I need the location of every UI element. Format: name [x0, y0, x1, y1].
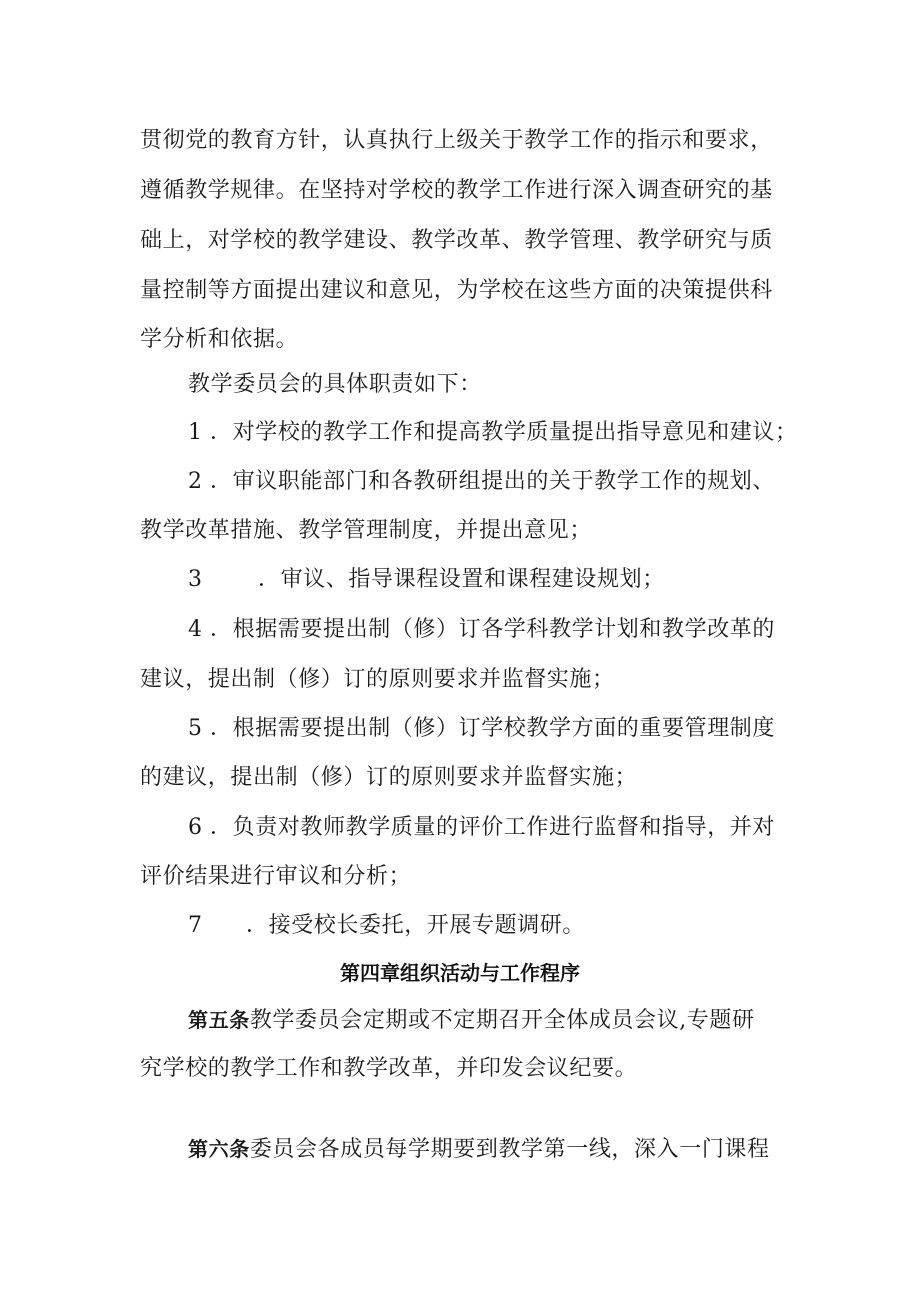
duty-text: ．根据需要提出制（修）订学校教学方面的重要管理制度: [210, 716, 776, 741]
article-continuation: 究学校的教学工作和教学改革，并印发会议纪要。: [140, 1056, 638, 1081]
duty-text: ．对学校的教学工作和提高教学质量提出指导意见和建议；: [210, 420, 798, 445]
duty-text: ．审议、指导课程设置和课程建设规划；: [258, 567, 665, 592]
duty-text: ．负责对教师教学质量的评价工作进行监督和指导，并对: [210, 815, 776, 840]
duty-text: ．接受校长委托，开展专题调研。: [246, 913, 586, 938]
duties-intro: 教学委员会的具体职责如下：: [188, 372, 482, 397]
paragraph-line: 贯彻党的教育方针，认真执行上级关于教学工作的指示和要求，: [140, 128, 773, 153]
duty-item-7: [188, 913, 585, 939]
duty-number: 4: [188, 617, 203, 642]
duty-text: ．根据需要提出制（修）订各学科教学计划和教学改革的: [210, 617, 776, 642]
article-number: 第五条: [188, 1008, 250, 1032]
duty-text: ．审议职能部门和各教研组提出的关于教学工作的规划、: [210, 469, 776, 494]
duty-continuation: 教学改革措施、教学管理制度，并提出意见；: [140, 518, 593, 543]
duty-item-1: [188, 420, 798, 446]
duty-continuation: 评价结果进行审议和分析；: [140, 864, 412, 889]
paragraph-line: 量控制等方面提出建议和意见，为学校在这些方面的决策提供科: [140, 278, 773, 303]
article-5: [188, 1007, 755, 1034]
duty-number: 5: [188, 716, 203, 741]
article-6: [188, 1136, 770, 1163]
duty-item-3: [188, 567, 665, 593]
article-number: 第六条: [188, 1137, 250, 1161]
article-text: 委员会各成员每学期要到教学第一线，深入一门课程: [249, 1137, 770, 1162]
duty-number: 1: [188, 420, 203, 445]
chapter-heading: 第四章组织活动与工作程序: [340, 961, 580, 985]
duty-number: 3: [188, 567, 203, 592]
paragraph-line: 学分析和依据。: [140, 327, 299, 352]
duty-item-6: [188, 815, 775, 841]
duty-item-4: [188, 617, 775, 643]
paragraph-line: 遵循教学规律。在坚持对学校的教学工作进行深入调查研究的基: [140, 178, 773, 203]
article-text: 教学委员会定期或不定期召开全体成员会议,专题研: [249, 1008, 755, 1033]
duty-continuation: 的建议，提出制（修）订的原则要求并监督实施；: [140, 765, 638, 790]
duty-continuation: 建议，提出制（修）订的原则要求并监督实施；: [140, 667, 615, 692]
duty-number: 6: [188, 815, 203, 840]
duty-number: 2: [188, 469, 203, 494]
duty-item-5: [188, 716, 775, 742]
duty-number: 7: [188, 913, 203, 938]
duty-item-2: [188, 469, 775, 495]
paragraph-line: 础上，对学校的教学建设、教学改革、教学管理、教学研究与质: [140, 228, 773, 253]
